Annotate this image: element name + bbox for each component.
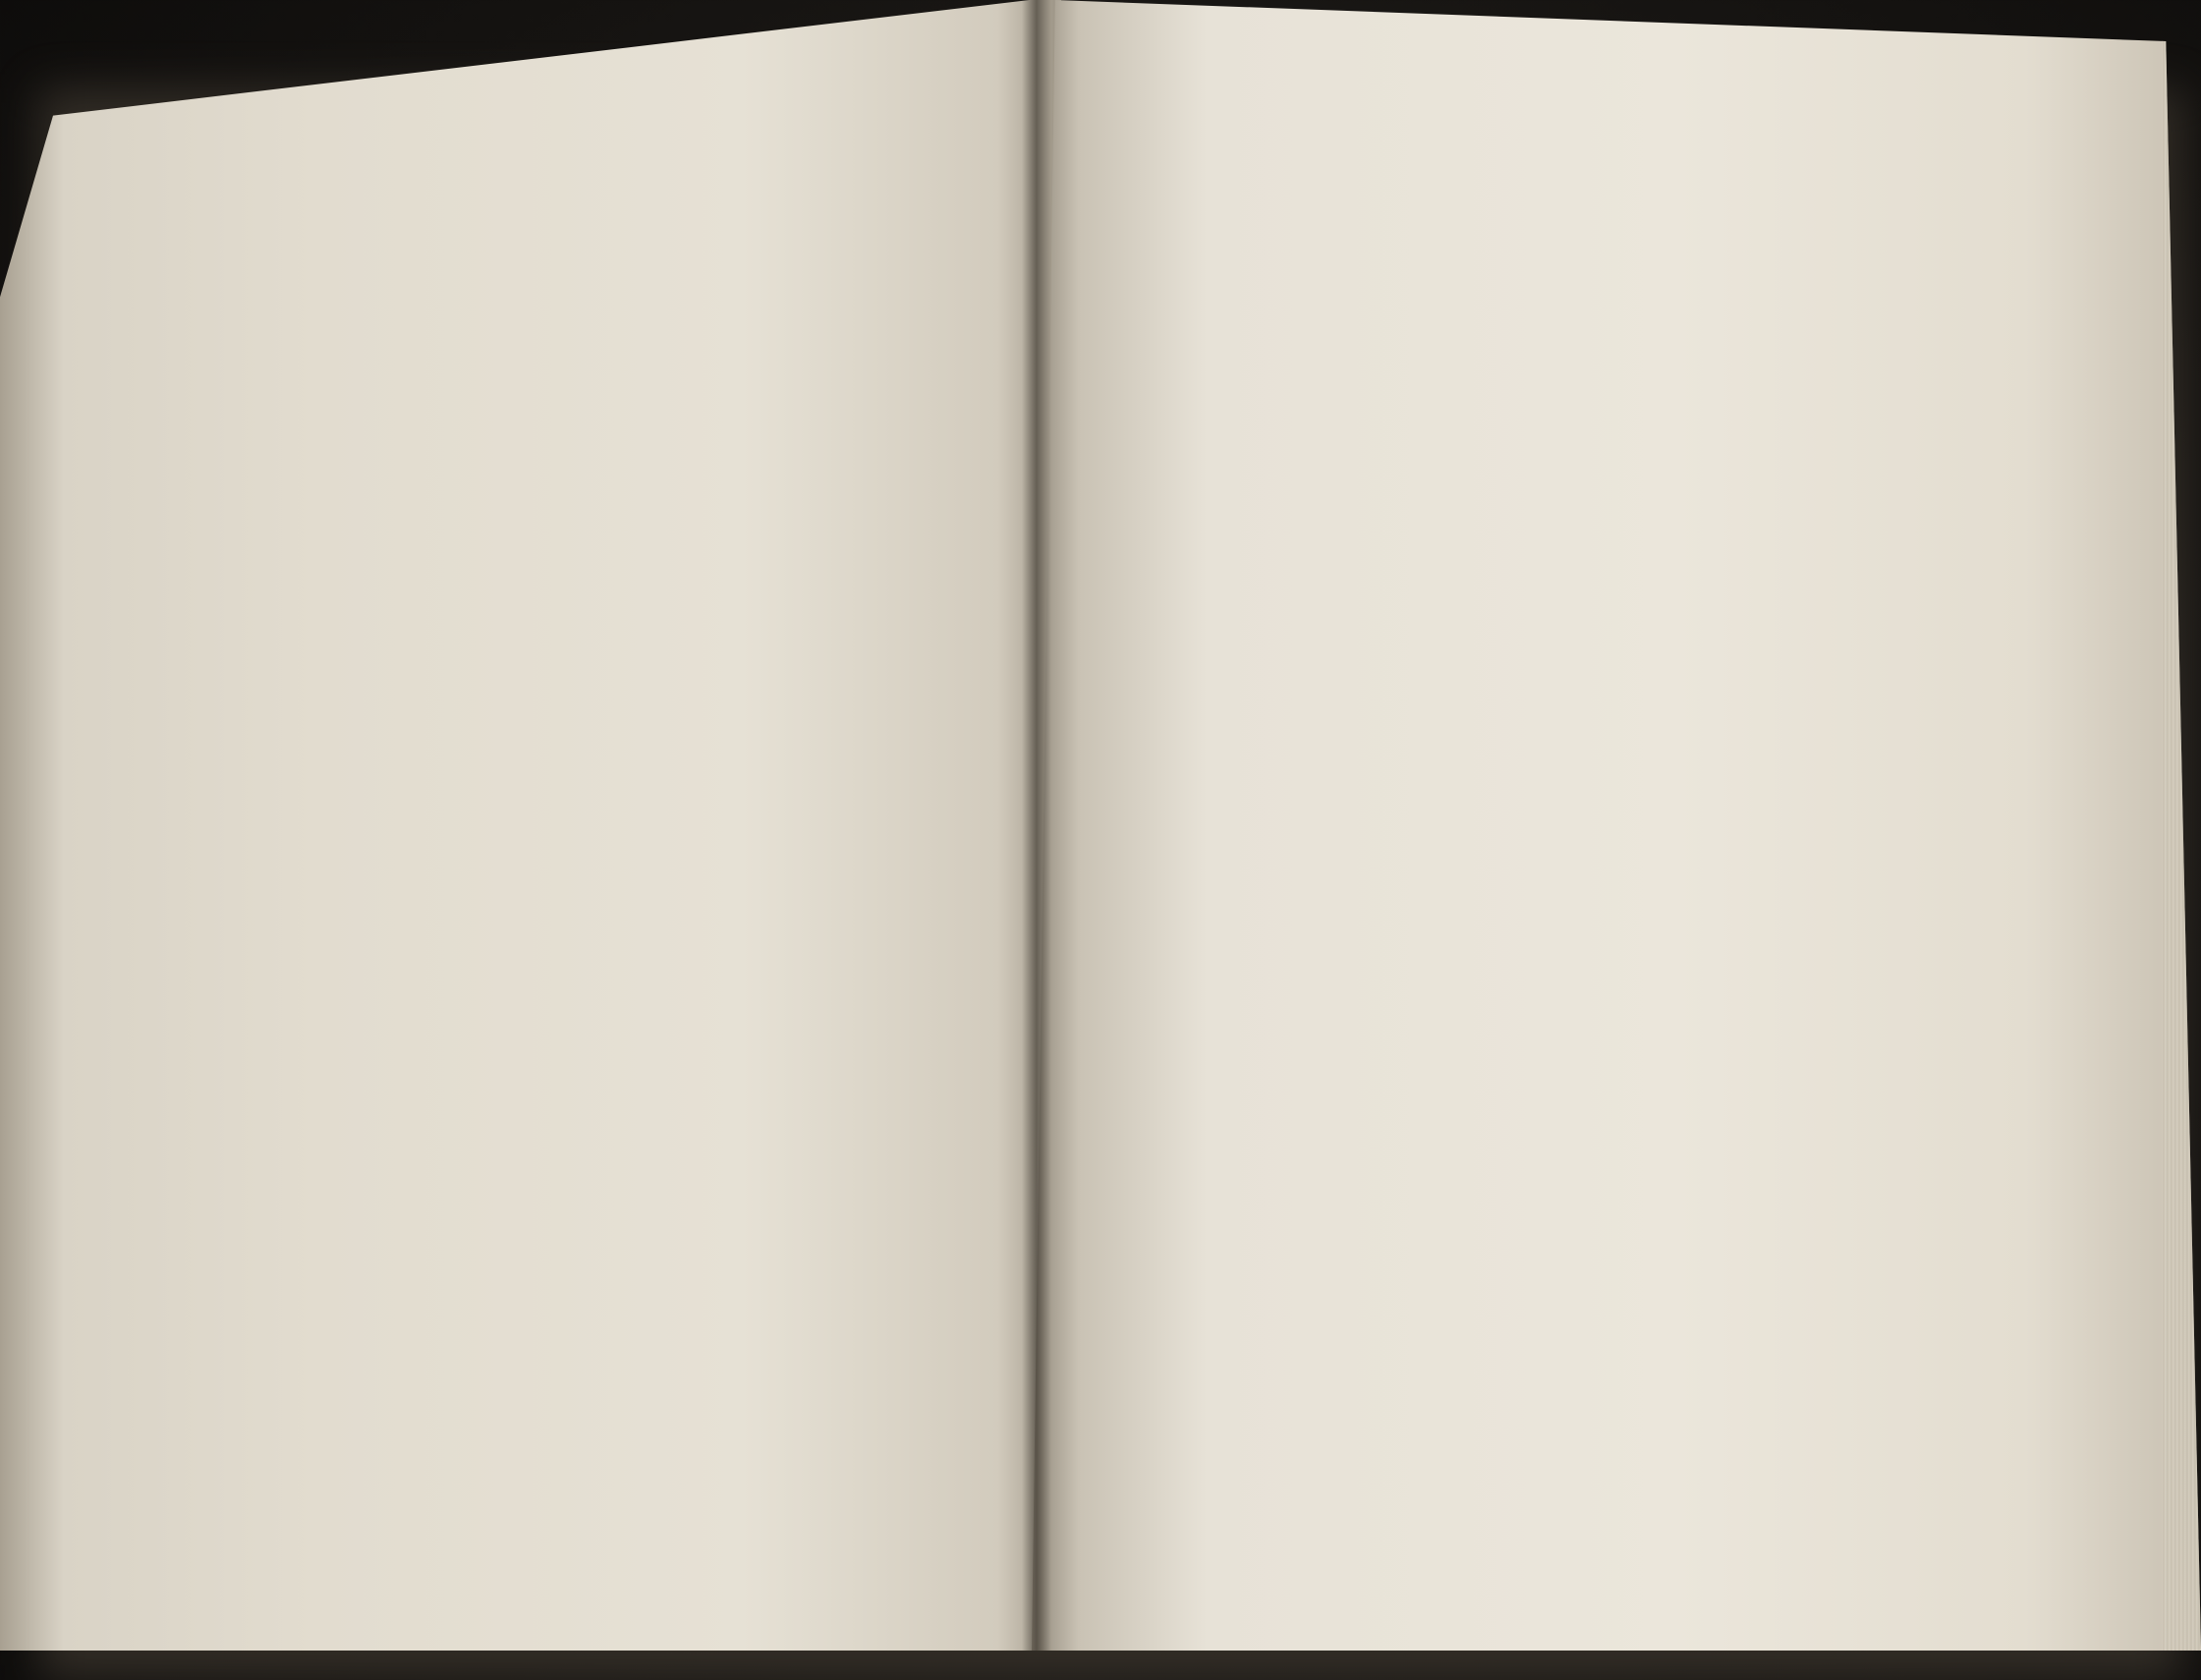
left-running-head (201, 107, 918, 147)
right-running-head (1199, 147, 1964, 178)
book-gutter (1022, 0, 1051, 1651)
right-text-block (1198, 147, 1964, 196)
right-entries (1198, 165, 1963, 196)
left-entries (202, 125, 919, 165)
left-top-fragment (202, 125, 919, 165)
left-text-block (201, 107, 919, 165)
page-edges (2162, 39, 2201, 1651)
right-page (1032, 0, 2201, 1651)
left-page (0, 0, 1061, 1651)
